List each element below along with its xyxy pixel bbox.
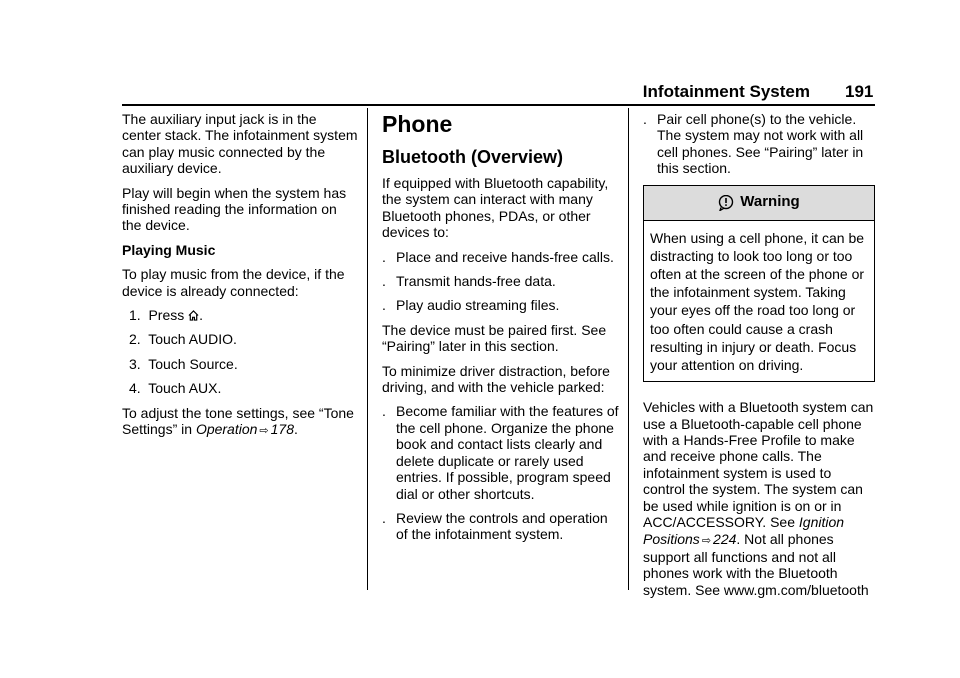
step-item: [122, 331, 358, 347]
bluetooth-intro-paragraph: If equipped with Bluetooth capability, the system can interact with many Bluetooth phones, PDAs, or other devices to:: [382, 175, 609, 241]
instructions-paragraph: To play music from the device, if the device is already connected:: [122, 266, 345, 299]
bullet-text: Pair cell phone(s) to the vehicle. The system may not work with all cell phones. See “Pairing” later in this section.: [657, 111, 864, 177]
page-number: 191: [845, 82, 874, 101]
warning-header: [644, 186, 874, 221]
bullet-icon: .: [382, 248, 386, 265]
paragraph-text-end: . Not all phones support all functions and not all phones work with the Bluetooth system. See www.gm.com/bluetooth: [643, 530, 869, 598]
minimize-paragraph: To minimize driver distraction, before driving, and with the vehicle parked:: [382, 362, 610, 396]
step-item: [122, 380, 358, 396]
ignition-positions-link[interactable]: Ignition Positions: [643, 514, 845, 547]
step-text: Press: [148, 307, 185, 324]
bullet-text: Become familiar with the features of the cell phone. Organize the phone book and contact lists clearly and delete duplicate or rarely used entries. If possible, program speed dial or other shortcuts.: [396, 403, 619, 502]
step-number: 1.: [129, 307, 141, 324]
bullet-item: [382, 273, 620, 289]
column-middle: [382, 111, 620, 551]
play-paragraph: Play will begin when the system has finished reading the information on the device.: [122, 184, 347, 234]
phone-heading: Phone: [382, 111, 453, 137]
paragraph-text: Vehicles with a Bluetooth system can use a Bluetooth-capable cell phone with a Hands-Free Profile to make and receive phone calls. The infotainment system is used to control the system. The system can be used while ignition is on or in ACC/ACCESSORY. See: [643, 399, 874, 531]
home-icon: [188, 310, 199, 321]
step-item: [122, 356, 358, 372]
tone-text: To adjust the tone settings, see “Tone Settings” in: [122, 404, 354, 438]
bullet-icon: .: [382, 403, 386, 420]
step-text: Touch AUDIO.: [148, 331, 237, 348]
bullet-text: Review the controls and operation of the infotainment system.: [396, 509, 608, 543]
column-left: [122, 111, 358, 448]
page-ref-arrow-icon: ⇨: [701, 534, 712, 547]
bluetooth-overview-heading: Bluetooth (Overview): [382, 147, 564, 167]
aux-intro-paragraph: The auxiliary input jack is in the center stack. The infotainment system can play music connected by the auxiliary device.: [122, 111, 358, 177]
warning-text: When using a cell phone, it can be distracting to look too long or too often at the screen of the phone or the infotainment system. Taking your eyes off the road too long or too often could cause a crash resulting in injury or death. Focus your attention on driving.: [650, 229, 865, 374]
step-item: 1. Press .: [129, 307, 204, 324]
header-rule: [122, 104, 875, 106]
playing-music-heading: Playing Music: [122, 241, 216, 258]
warning-icon: [718, 195, 734, 211]
bullet-item: [382, 510, 620, 543]
column-divider: [367, 108, 368, 590]
bullet-icon: .: [382, 509, 386, 526]
steps-list: [122, 307, 358, 397]
operation-link[interactable]: Operation: [195, 421, 258, 438]
page-ref[interactable]: 224: [713, 530, 737, 547]
column-right: [643, 111, 875, 606]
bullet-item: [382, 403, 620, 501]
step-text: Touch AUX.: [148, 380, 222, 397]
column-divider: [628, 108, 629, 590]
warning-box: [643, 185, 875, 383]
warning-title: Warning: [740, 193, 800, 211]
page-ref-arrow-icon: ⇨: [259, 425, 269, 438]
bullet-icon: .: [382, 297, 386, 314]
tone-text-end: .: [294, 421, 298, 438]
step-number: 2.: [129, 331, 141, 348]
bullet-item: [643, 111, 875, 177]
bullet-text: Play audio streaming files.: [396, 297, 560, 314]
bluetooth-system-paragraph: [643, 399, 875, 598]
section-title: Infotainment System: [642, 82, 810, 101]
step-number: 3.: [129, 355, 141, 372]
bullet-icon: .: [643, 111, 647, 127]
paired-paragraph: The device must be paired first. See “Pairing” later in this section.: [382, 321, 607, 355]
step-text: Touch Source.: [148, 355, 238, 372]
bullet-item: [382, 297, 620, 313]
bullet-item: [382, 249, 620, 265]
page-ref[interactable]: 178: [270, 421, 294, 438]
bullet-icon: .: [382, 273, 386, 290]
bullet-text: Transmit hands-free data.: [396, 273, 556, 290]
step-number: 4.: [129, 380, 141, 397]
bullet-text: Place and receive hands-free calls.: [396, 248, 614, 265]
tone-paragraph: [122, 405, 358, 440]
